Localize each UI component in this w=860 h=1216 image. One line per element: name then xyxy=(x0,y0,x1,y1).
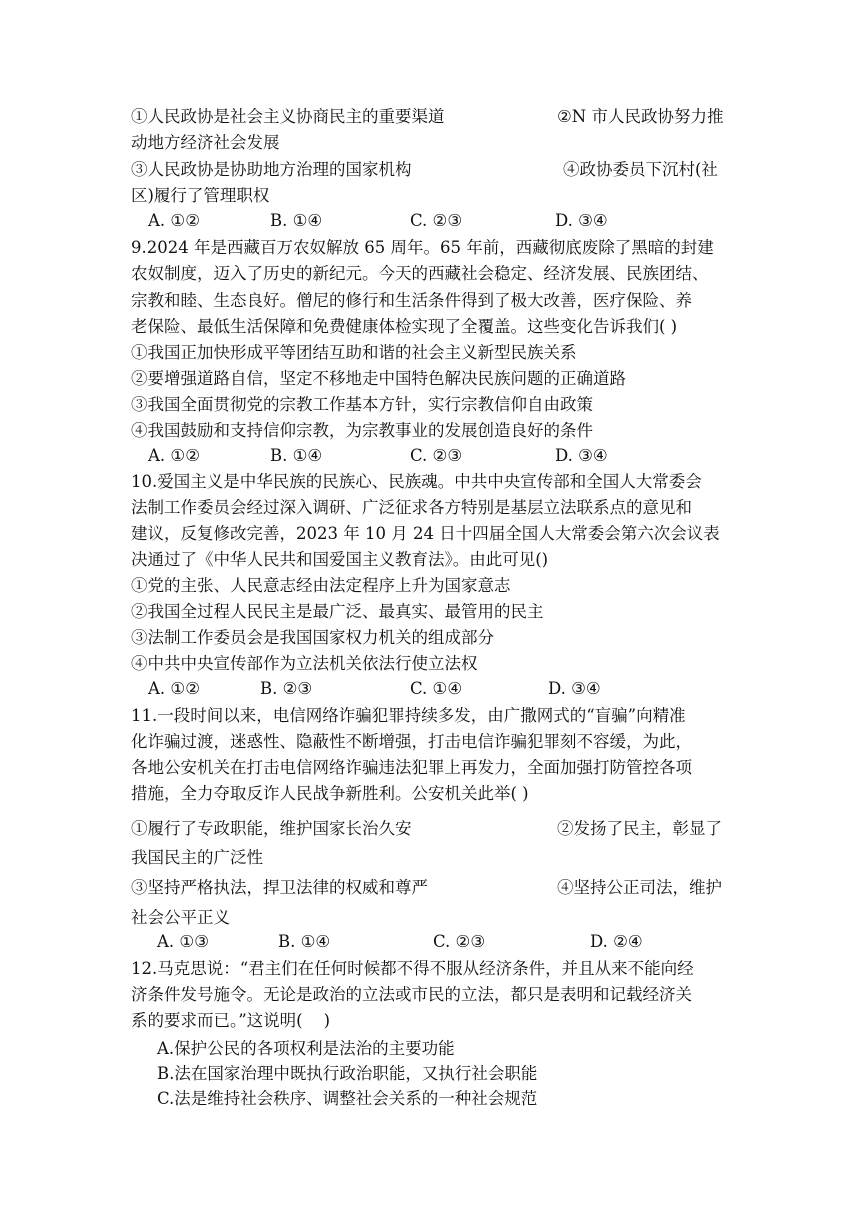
q11-stem-line-4: 措施，全力夺取反诈人民战争新胜利。公安机关此举( ) xyxy=(131,784,529,803)
q10-stem-line-4: 决通过了《中华人民共和国爱国主义教育法》。由此可见() xyxy=(131,550,549,569)
q11-statement-4: ④坚持公正司法，维护 xyxy=(557,878,722,897)
q9-stem-line-2: 农奴制度，迈入了历史的新纪元。今天的西藏社会稳定、经济发展、民族团结、 xyxy=(131,264,709,283)
q11-statement-1: ①履行了专政职能，维护国家长治久安 xyxy=(131,819,412,838)
q8-statement-2-cont: 动地方经济社会发展 xyxy=(131,133,280,152)
q10-option-c[interactable]: C. ①④ xyxy=(410,679,463,698)
q11-option-c[interactable]: C. ②③ xyxy=(433,932,486,951)
q12-stem-line-3: 系的要求而已。”这说明( ) xyxy=(131,1011,331,1030)
q8-statement-4-cont: 区)履行了管理职权 xyxy=(131,186,270,205)
q8-statement-3: ③人民政协是协助地方治理的国家机构 xyxy=(131,160,412,179)
q9-option-d[interactable]: D. ③④ xyxy=(555,446,608,465)
q12-option-c[interactable]: C.法是维持社会秩序、调整社会关系的一种社会规范 xyxy=(157,1089,538,1108)
q12-stem-line-1: 12.马克思说：“君主们在任何时候都不得不服从经济条件，并且从来不能向经 xyxy=(131,959,694,978)
q11-option-d[interactable]: D. ②④ xyxy=(590,932,643,951)
q8-option-b[interactable]: B. ①④ xyxy=(270,211,323,230)
q9-stem-line-1: 9.2024 年是西藏百万农奴解放 65 周年。65 年前，西藏彻底废除了黑暗的封建 xyxy=(131,238,714,257)
q11-statement-2-cont: 我国民主的广泛性 xyxy=(131,848,263,867)
q9-statement-3: ③我国全面贯彻党的宗教工作基本方针，实行宗教信仰自由政策 xyxy=(131,395,593,414)
q8-statement-4: ④政协委员下沉村(社 xyxy=(563,160,718,179)
q11-statement-3: ③坚持严格执法，捍卫法律的权威和尊严 xyxy=(131,878,428,897)
q11-stem-line-1: 11.一段时间以来，电信网络诈骗犯罪持续多发，由广撒网式的“盲骗”向精准 xyxy=(131,706,686,725)
q8-option-d[interactable]: D. ③④ xyxy=(555,211,608,230)
q12-option-a[interactable]: A.保护公民的各项权利是法治的主要功能 xyxy=(157,1039,455,1058)
q12-stem-line-2: 济条件发号施令。无论是政治的立法或市民的立法，都只是表明和记载经济关 xyxy=(131,985,692,1004)
q10-statement-3: ③法制工作委员会是我国国家权力机关的组成部分 xyxy=(131,628,494,647)
q9-option-a[interactable]: A. ①② xyxy=(148,446,200,465)
q11-statement-2: ②发扬了民主，彰显了 xyxy=(557,819,722,838)
q11-stem-line-2: 化诈骗过渡，迷惑性、隐蔽性不断增强，打击电信诈骗犯罪刻不容缓，为此， xyxy=(131,732,692,751)
q9-option-c[interactable]: C. ②③ xyxy=(410,446,463,465)
q10-stem-line-1: 10.爱国主义是中华民族的民族心、民族魂。中共中央宣传部和全国人大常委会 xyxy=(131,472,702,491)
q9-option-b[interactable]: B. ①④ xyxy=(270,446,323,465)
q8-option-c[interactable]: C. ②③ xyxy=(410,211,463,230)
q10-statement-1: ①党的主张、人民意志经由法定程序上升为国家意志 xyxy=(131,576,511,595)
q10-statement-2: ②我国全过程人民民主是最广泛、最真实、最管用的民主 xyxy=(131,602,544,621)
q8-statement-1: ①人民政协是社会主义协商民主的重要渠道 xyxy=(131,107,445,126)
q8-statement-2: ②N 市人民政协努力推 xyxy=(557,107,724,126)
q12-option-b[interactable]: B.法在国家治理中既执行政治职能，又执行社会职能 xyxy=(157,1064,538,1083)
q11-option-a[interactable]: A. ①③ xyxy=(157,932,209,951)
q9-statement-1: ①我国正加快形成平等团结互助和谐的社会主义新型民族关系 xyxy=(131,343,577,362)
q10-option-b[interactable]: B. ②③ xyxy=(260,679,313,698)
q10-statement-4: ④中共中央宣传部作为立法机关依法行使立法权 xyxy=(131,654,478,673)
q10-option-d[interactable]: D. ③④ xyxy=(548,679,601,698)
q10-stem-line-2: 法制工作委员会经过深入调研、广泛征求各方特别是基层立法联系点的意见和 xyxy=(131,498,692,517)
q11-statement-4-cont: 社会公平正义 xyxy=(131,908,230,927)
q9-stem-line-3: 宗教和睦、生态良好。僧尼的修行和生活条件得到了极大改善，医疗保险、养 xyxy=(131,291,692,310)
q11-option-b[interactable]: B. ①④ xyxy=(278,932,331,951)
q10-option-a[interactable]: A. ①② xyxy=(148,679,200,698)
q9-statement-2: ②要增强道路自信，坚定不移地走中国特色解决民族问题的正确道路 xyxy=(131,369,626,388)
q9-stem-line-4: 老保险、最低生活保障和免费健康体检实现了全覆盖。这些变化告诉我们( ) xyxy=(131,317,678,336)
q9-statement-4: ④我国鼓励和支持信仰宗教，为宗教事业的发展创造良好的条件 xyxy=(131,421,593,440)
q8-option-a[interactable]: A. ①② xyxy=(148,211,200,230)
q10-stem-line-3: 建议，反复修改完善，2023 年 10 月 24 日十四届全国人大常委会第六次会议表 xyxy=(131,524,720,543)
q11-stem-line-3: 各地公安机关在打击电信网络诈骗违法犯罪上再发力，全面加强打防管控各项 xyxy=(131,758,692,777)
